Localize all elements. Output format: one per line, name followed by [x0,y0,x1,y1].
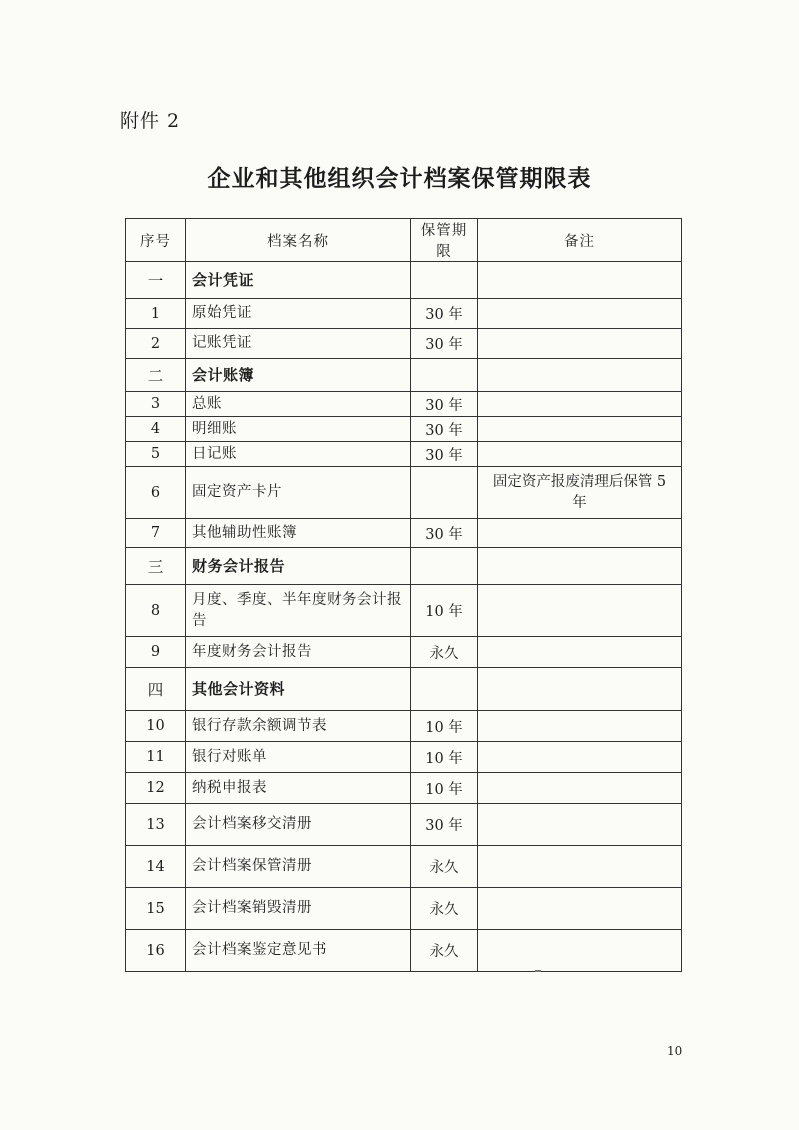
remark [478,585,682,637]
row-number: 8 [126,585,186,637]
retention-period: 永久 [411,846,478,888]
table-row [126,392,682,417]
archive-name: 会计档案销毁清册 [186,888,411,930]
retention-period: 10 年 [411,773,478,804]
remark [478,773,682,804]
retention-period: 30 年 [411,329,478,359]
row-number: 1 [126,299,186,329]
retention-period [411,668,478,711]
row-number: 7 [126,519,186,548]
retention-period: 30 年 [411,417,478,442]
column-header-name: 档案名称 [186,219,411,262]
retention-period: 10 年 [411,711,478,742]
remark [478,359,682,392]
row-number: 5 [126,442,186,467]
table-row [126,637,682,668]
row-number: 9 [126,637,186,668]
retention-period: 永久 [411,930,478,972]
table-row [126,930,682,972]
column-header-no: 序号 [126,219,186,262]
retention-table [125,218,682,972]
row-number: 11 [126,742,186,773]
archive-name: 其他辅助性账簿 [186,519,411,548]
table-row [126,773,682,804]
archive-name: 会计档案鉴定意见书 [186,930,411,972]
table-row [126,417,682,442]
scan-mark [535,970,541,972]
row-number: 14 [126,846,186,888]
archive-name: 固定资产卡片 [186,467,411,519]
remark [478,417,682,442]
attachment-label: 附件 2 [120,110,181,132]
remark [478,888,682,930]
row-number: 13 [126,804,186,846]
retention-period [411,548,478,585]
column-header-note: 备注 [478,219,682,262]
row-number: 3 [126,392,186,417]
table-body [126,262,682,972]
archive-name: 年度财务会计报告 [186,637,411,668]
retention-period: 30 年 [411,392,478,417]
remark [478,668,682,711]
table-row [126,585,682,637]
table-row [126,804,682,846]
archive-name: 银行存款余额调节表 [186,711,411,742]
remark [478,299,682,329]
section-row [126,359,682,392]
remark [478,329,682,359]
retention-period [411,467,478,519]
retention-period [411,262,478,299]
remark [478,637,682,668]
row-number: 二 [126,359,186,392]
archive-name: 月度、季度、半年度财务会计报告 [186,585,411,637]
row-number: 6 [126,467,186,519]
retention-period: 永久 [411,888,478,930]
table-row [126,467,682,519]
section-row [126,668,682,711]
retention-period: 10 年 [411,585,478,637]
table-row [126,742,682,773]
section-row [126,548,682,585]
archive-name: 会计档案保管清册 [186,846,411,888]
archive-name: 纳税申报表 [186,773,411,804]
remark [478,742,682,773]
archive-name: 原始凭证 [186,299,411,329]
row-number: 一 [126,262,186,299]
remark [478,548,682,585]
table-row [126,519,682,548]
table-row [126,888,682,930]
column-header-period: 保管期限 [411,219,478,262]
retention-period: 10 年 [411,742,478,773]
table-header-row [126,219,682,262]
remark [478,519,682,548]
archive-name: 其他会计资料 [186,668,411,711]
row-number: 10 [126,711,186,742]
row-number: 16 [126,930,186,972]
table-row [126,846,682,888]
archive-name: 财务会计报告 [186,548,411,585]
table-row [126,299,682,329]
retention-period: 30 年 [411,299,478,329]
retention-period: 30 年 [411,519,478,548]
remark [478,930,682,972]
remark [478,442,682,467]
archive-name: 日记账 [186,442,411,467]
retention-period [411,359,478,392]
page-number: 10 [667,1044,683,1058]
remark [478,262,682,299]
row-number: 2 [126,329,186,359]
archive-name: 明细账 [186,417,411,442]
row-number: 15 [126,888,186,930]
section-row [126,262,682,299]
remark: 固定资产报废清理后保管 5 年 [478,467,682,519]
retention-period: 30 年 [411,442,478,467]
row-number: 四 [126,668,186,711]
archive-name: 总账 [186,392,411,417]
remark [478,804,682,846]
remark [478,846,682,888]
document-title: 企业和其他组织会计档案保管期限表 [207,166,592,192]
table-row [126,711,682,742]
row-number: 三 [126,548,186,585]
table-row [126,329,682,359]
archive-name: 银行对账单 [186,742,411,773]
row-number: 12 [126,773,186,804]
remark [478,392,682,417]
archive-name: 会计档案移交清册 [186,804,411,846]
remark [478,711,682,742]
table-row [126,442,682,467]
row-number: 4 [126,417,186,442]
retention-period: 永久 [411,637,478,668]
retention-period: 30 年 [411,804,478,846]
archive-name: 会计账簿 [186,359,411,392]
archive-name: 会计凭证 [186,262,411,299]
archive-name: 记账凭证 [186,329,411,359]
